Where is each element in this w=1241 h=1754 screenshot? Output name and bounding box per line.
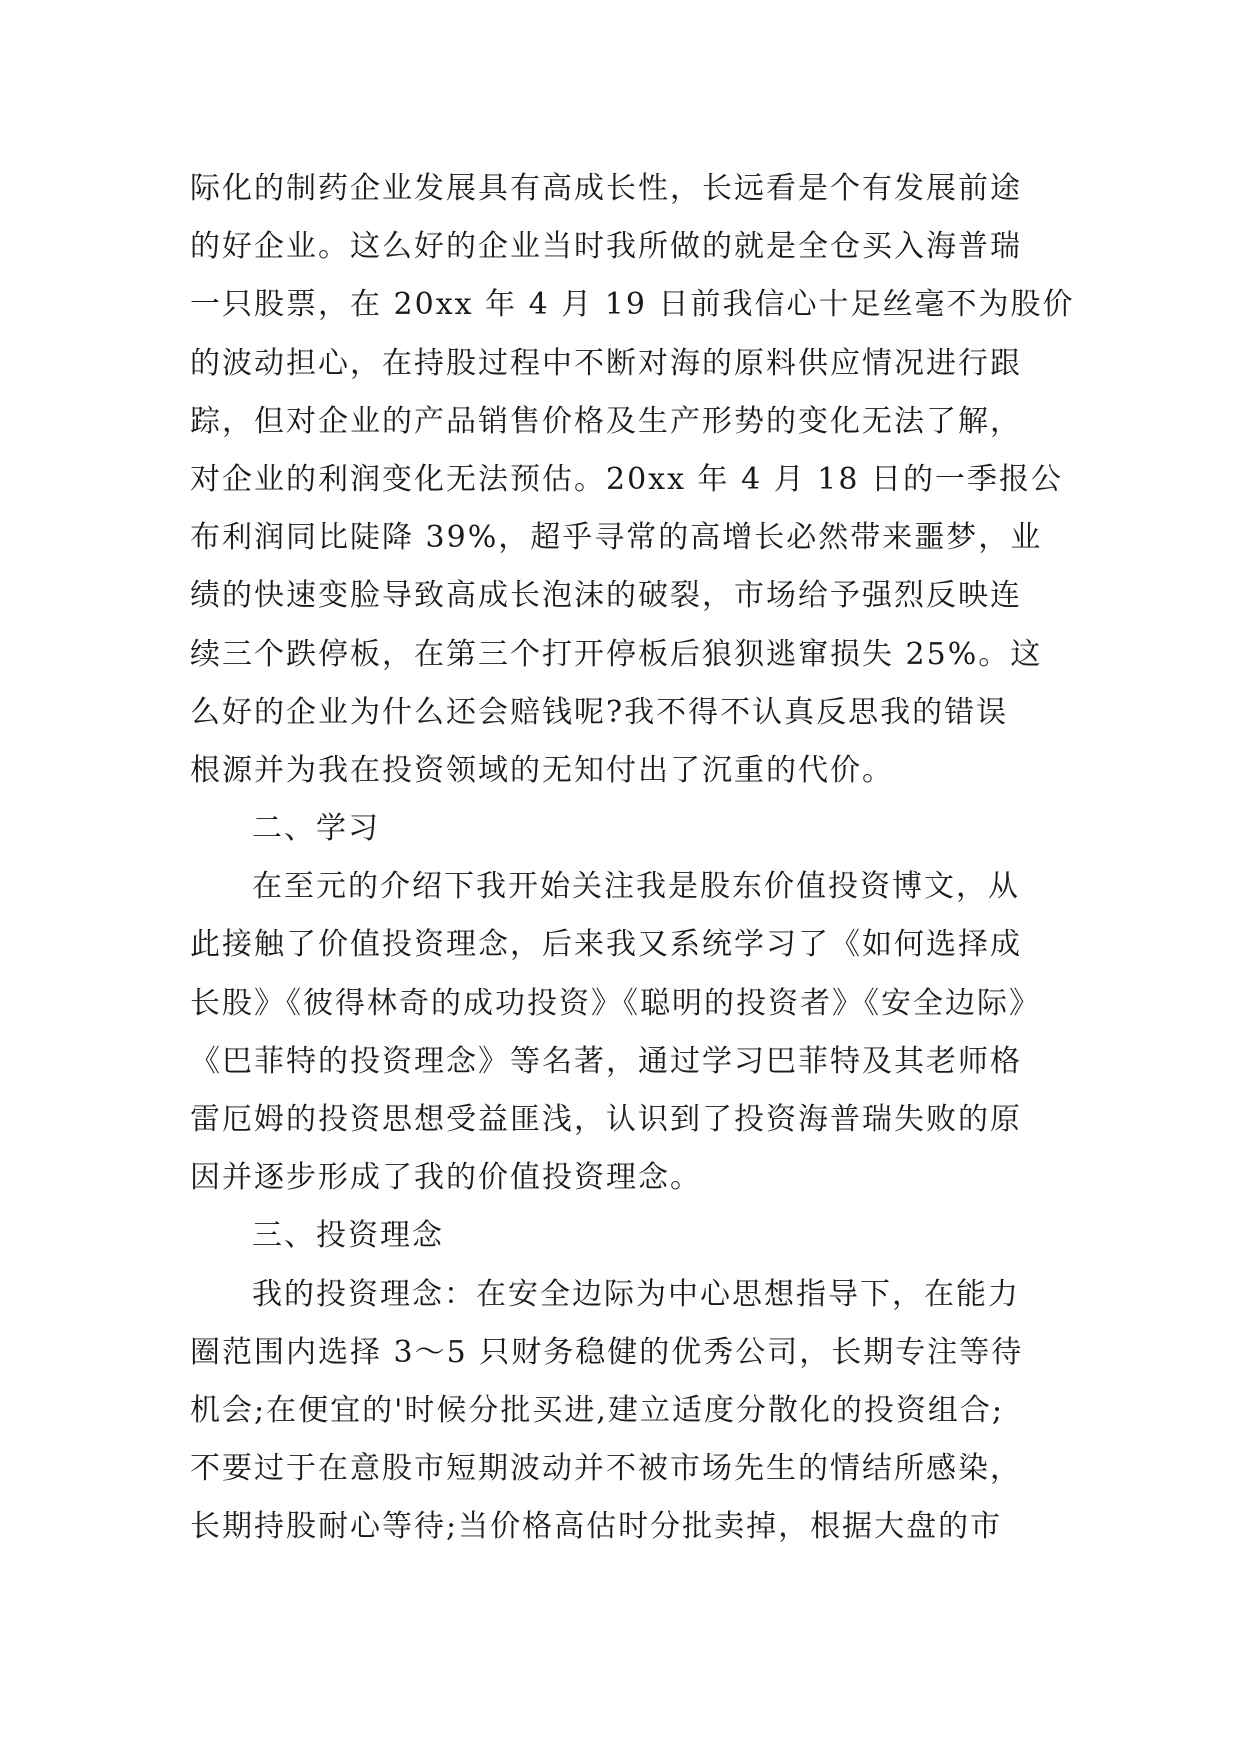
section-heading-study: 二、学习 [252, 811, 380, 847]
text-line: 布利润同比陡降 39%，超乎寻常的高增长必然带来噩梦，业 [190, 520, 1043, 556]
text-line: 续三个跌停板，在第三个打开停板后狼狈逃窜损失 25%。这 [190, 636, 1043, 672]
text-line: 绩的快速变脸导致高成长泡沫的破裂，市场给予强烈反映连 [190, 578, 1022, 614]
text-line: 长期持股耐心等待;当价格高估时分批卖掉，根据大盘的市 [190, 1509, 1003, 1545]
text-line: 一只股票，在 20xx 年 4 月 19 日前我信心十足丝毫不为股价 [190, 287, 1075, 323]
text-line: 机会;在便宜的'时候分批买进,建立适度分散化的投资组合; [190, 1392, 1004, 1428]
text-line: 对企业的利润变化无法预估。20xx 年 4 月 18 日的一季报公 [190, 461, 1063, 497]
text-line: 不要过于在意股市短期波动并不被市场先生的情结所感染， [190, 1451, 1022, 1487]
text-line: 的好企业。这么好的企业当时我所做的就是全仓买入海普瑞 [190, 229, 1022, 265]
paragraph-first-line: 在至元的介绍下我开始关注我是股东价值投资博文，从 [252, 869, 1020, 905]
text-line: 圈范围内选择 3～5 只财务稳健的优秀公司，长期专注等待 [190, 1334, 1024, 1370]
paragraph-first-line: 我的投资理念：在安全边际为中心思想指导下，在能力 [252, 1276, 1020, 1312]
text-line: 踪，但对企业的产品销售价格及生产形势的变化无法了解， [190, 403, 1022, 439]
section-heading-investment-philosophy: 三、投资理念 [252, 1218, 444, 1254]
text-line: 此接触了价值投资理念，后来我又系统学习了《如何选择成 [190, 927, 1022, 963]
text-line: 《巴菲特的投资理念》等名著，通过学习巴菲特及其老师格 [190, 1043, 1022, 1079]
text-line: 际化的制药企业发展具有高成长性，长远看是个有发展前途 [190, 171, 1022, 206]
text-line: 么好的企业为什么还会赔钱呢?我不得不认真反思我的错误 [190, 694, 1009, 730]
text-line: 雷厄姆的投资思想受益匪浅，认识到了投资海普瑞失败的原 [190, 1102, 1022, 1137]
document-body [190, 160, 1090, 1557]
text-line: 的波动担心，在持股过程中不断对海的原料供应情况进行跟 [190, 345, 1022, 381]
text-line: 因并逐步形成了我的价值投资理念。 [190, 1160, 702, 1196]
text-line: 根源并为我在投资领域的无知付出了沉重的代价。 [190, 752, 894, 788]
text-line: 长股》《彼得林奇的成功投资》《聪明的投资者》《安全边际》 [190, 985, 1041, 1021]
